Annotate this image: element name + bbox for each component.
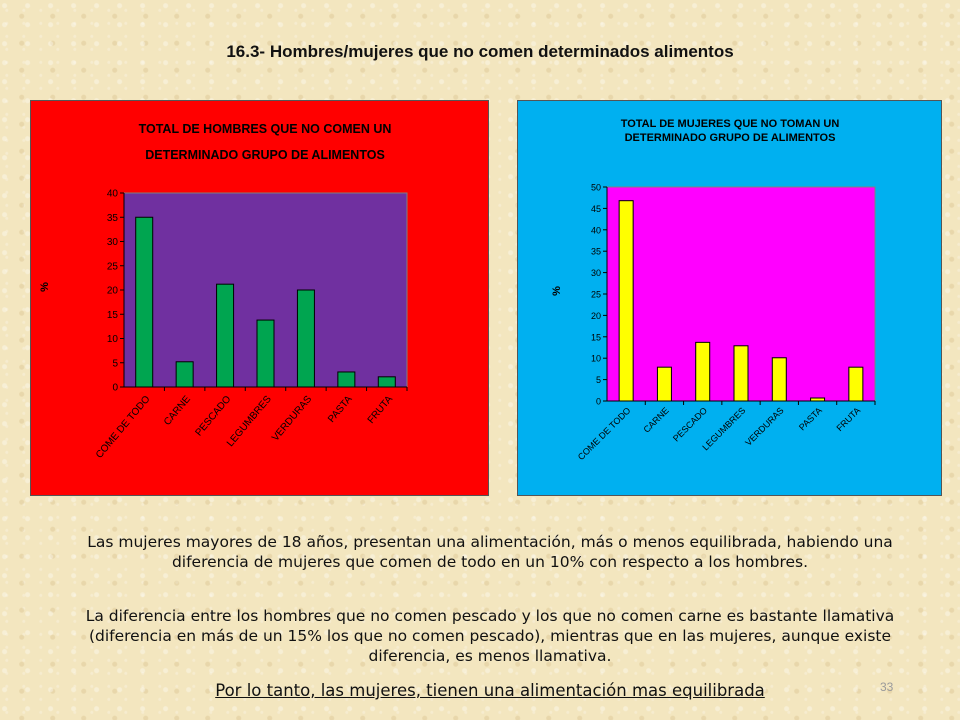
- bar-verduras: [297, 290, 314, 387]
- paragraph-fish-meat-difference: La diferencia entre los hombres que no comen pescado y los que no comen carne es bastante llamativa (diferencia en más de un 15% los que no comen pescado), mientras que en las mujeres, aunque existe diferencia, es menos llamativa.: [85, 607, 895, 665]
- paragraph-women-balanced: Las mujeres mayores de 18 años, presentan una alimentación, más o menos equilibrada, habiendo una diferencia de mujeres que comen de todo en un 10% con respecto a los hombres.: [87, 533, 893, 571]
- x-category-label: FRUTA: [834, 405, 863, 434]
- bar-carne: [176, 362, 193, 387]
- x-category-label: PASTA: [796, 405, 824, 433]
- y-tick-label: 40: [590, 225, 601, 236]
- y-tick-label: 10: [590, 353, 601, 364]
- y-tick-label: 30: [106, 237, 118, 248]
- chart-title-line: TOTAL DE HOMBRES QUE NO COMEN UN: [138, 122, 392, 136]
- chart-title-line: DETERMINADO GRUPO DE ALIMENTOS: [145, 148, 385, 162]
- y-tick-label: 35: [590, 246, 601, 257]
- y-tick-label: 15: [106, 309, 118, 321]
- page-number: 33: [880, 680, 894, 694]
- x-category-label: LEGUMBRES: [225, 393, 274, 450]
- bar-legumbres: [734, 346, 748, 401]
- bar-pescado: [217, 284, 234, 387]
- y-tick-label: 5: [595, 375, 601, 386]
- chart-title-line: DETERMINADO GRUPO DE ALIMENTOS: [624, 132, 836, 144]
- y-tick-label: 45: [590, 203, 601, 214]
- conclusion: Por lo tanto, las mujeres, tienen una alimentación mas equilibrada: [215, 681, 765, 700]
- x-category-label: PESCADO: [193, 393, 234, 439]
- y-tick-label: 25: [106, 261, 118, 273]
- x-category-label: VERDURAS: [743, 405, 786, 448]
- slide-title: 16.3- Hombres/mujeres que no comen determinados alimentos: [226, 42, 734, 61]
- bar-fruta: [849, 367, 863, 401]
- bar-come-de-todo: [619, 201, 633, 401]
- bar-pescado: [696, 342, 710, 401]
- bar-verduras: [772, 358, 786, 401]
- men-chart: [30, 100, 489, 496]
- bar-carne: [657, 367, 671, 401]
- bar-pasta: [811, 398, 825, 401]
- bar-legumbres: [257, 320, 274, 387]
- x-category-label: COME DE TODO: [93, 393, 153, 461]
- y-tick-label: 25: [590, 289, 601, 300]
- y-tick-label: 30: [590, 268, 601, 279]
- y-tick-label: 0: [595, 396, 601, 407]
- x-category-label: PESCADO: [670, 405, 710, 444]
- chart-title-line: TOTAL DE MUJERES QUE NO TOMAN UN: [620, 118, 840, 130]
- y-tick-label: 15: [590, 332, 601, 343]
- y-tick-label: 20: [590, 310, 601, 321]
- x-category-label: CARNE: [641, 405, 671, 435]
- y-tick-label: 50: [590, 182, 601, 193]
- y-axis-label: %: [551, 286, 563, 296]
- x-category-label: COME DE TODO: [575, 405, 633, 463]
- women-chart-svg: [518, 101, 943, 497]
- y-axis-label: %: [39, 282, 51, 292]
- x-category-label: LEGUMBRES: [700, 405, 748, 453]
- x-category-label: CARNE: [162, 393, 193, 428]
- bar-come-de-todo: [136, 217, 153, 387]
- bar-pasta: [338, 372, 355, 387]
- y-tick-label: 0: [112, 382, 118, 394]
- y-tick-label: 10: [106, 334, 118, 345]
- y-tick-label: 40: [106, 188, 118, 200]
- men-chart-svg: [31, 101, 490, 497]
- x-category-label: FRUTA: [365, 393, 396, 426]
- y-tick-label: 35: [106, 212, 118, 224]
- women-chart: [517, 100, 942, 496]
- y-tick-label: 20: [106, 285, 118, 297]
- bar-fruta: [378, 377, 395, 387]
- x-category-label: PASTA: [326, 393, 355, 425]
- x-category-label: VERDURAS: [270, 393, 315, 444]
- y-tick-label: 5: [112, 358, 118, 370]
